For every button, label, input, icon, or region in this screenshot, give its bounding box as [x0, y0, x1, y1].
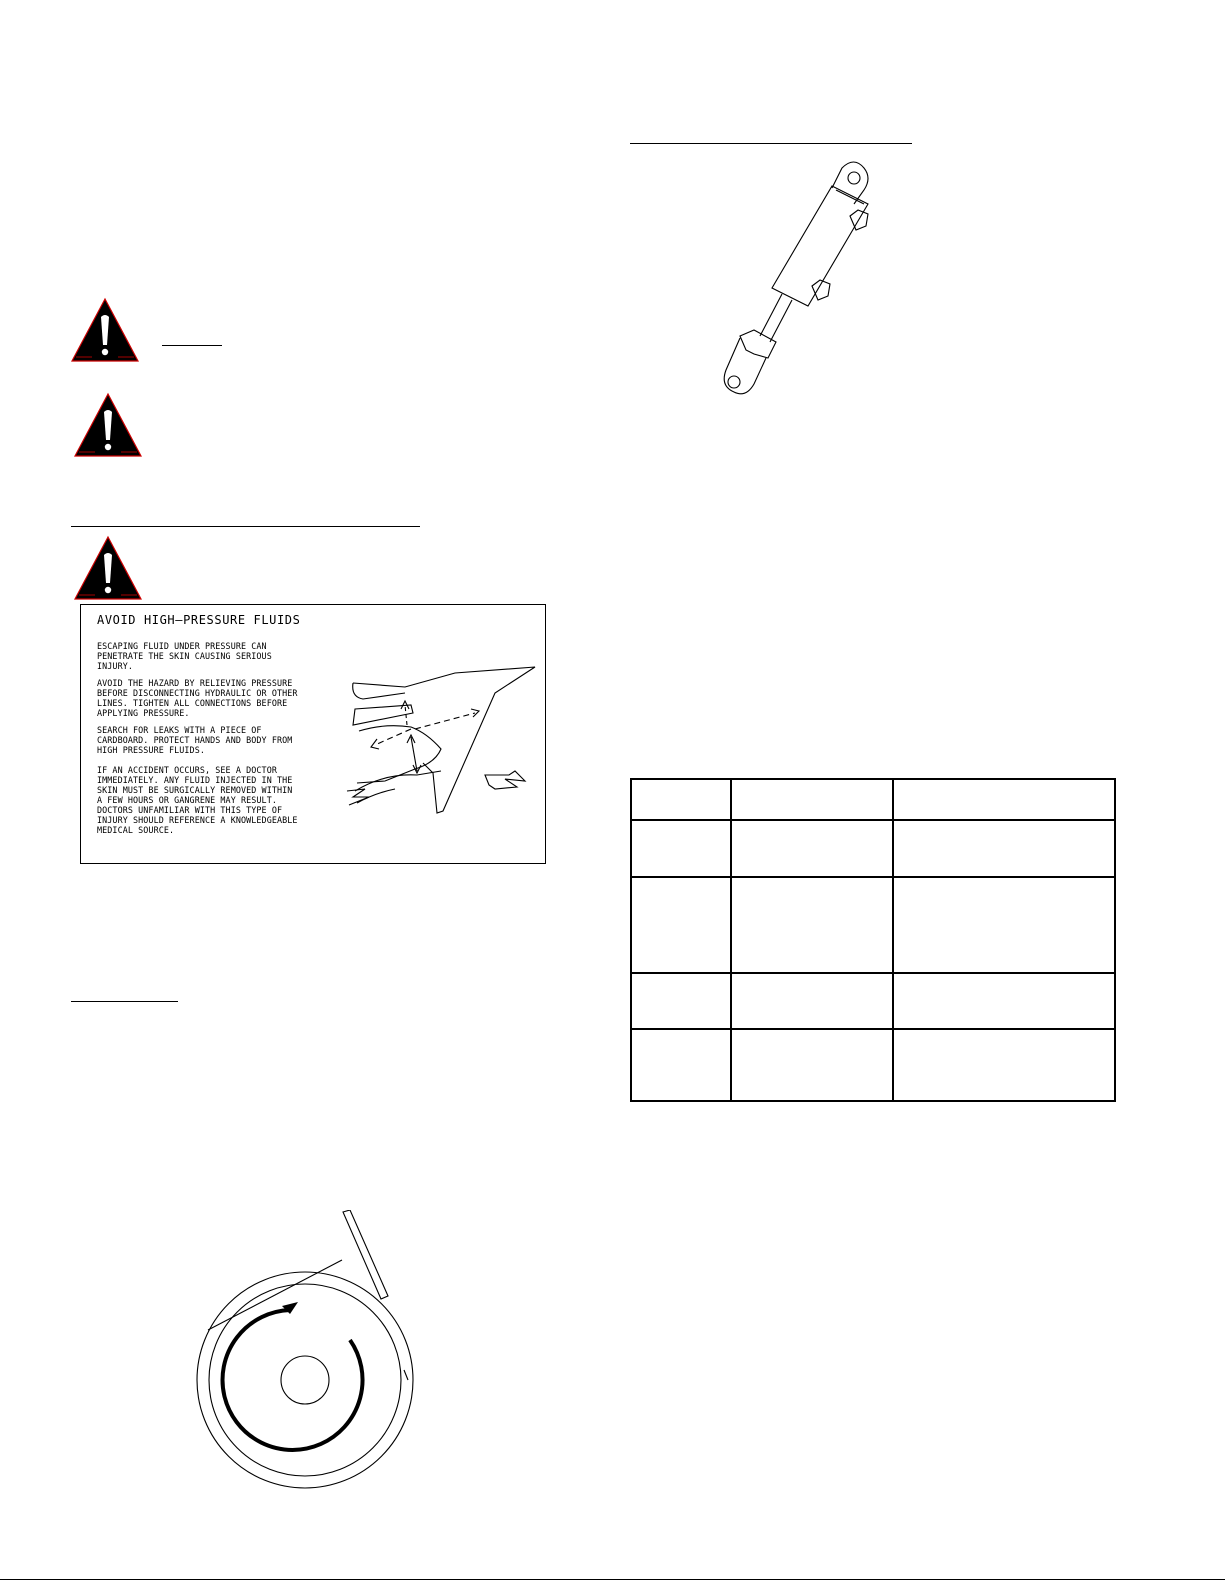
decal-paragraph: SEARCH FOR LEAKS WITH A PIECE OF CARDBOARD. PROTECT HANDS AND BODY FROM HIGH PRESSURE FLUIDS.	[97, 725, 293, 755]
pump-rotation-drawing	[190, 1210, 420, 1490]
specification-table	[630, 778, 1116, 1102]
table-row-divider	[632, 819, 1114, 821]
high-pressure-fluid-decal	[80, 604, 546, 864]
table-column-divider	[892, 780, 894, 1100]
warning-triangle-icon	[73, 392, 143, 458]
page-footer-rule	[0, 1579, 1225, 1580]
table-row-divider	[632, 1028, 1114, 1030]
decal-paragraph: AVOID THE HAZARD BY RELIEVING PRESSURE BEFORE DISCONNECTING HYDRAULIC OR OTHER LINES. TIGHTEN ALL CONNECTIONS BEFORE APPLYING PRESSURE.	[97, 678, 298, 718]
decal-paragraph: ESCAPING FLUID UNDER PRESSURE CAN PENETRATE THE SKIN CAUSING SERIOUS INJURY.	[97, 641, 272, 671]
section-underline	[71, 526, 420, 527]
warning-triangle-icon	[73, 535, 143, 601]
heading-underline	[162, 345, 222, 346]
hydraulic-cylinder-drawing	[720, 160, 890, 405]
warning-triangle-icon	[70, 297, 140, 363]
section-underline	[630, 143, 912, 144]
table-row-divider	[632, 876, 1114, 878]
decal-title: AVOID HIGH–PRESSURE FLUIDS	[97, 613, 301, 627]
decal-paragraph: IF AN ACCIDENT OCCURS, SEE A DOCTOR IMMEDIATELY. ANY FLUID INJECTED IN THE SKIN MUST BE SURGICALLY REMOVED WITHIN A FEW HOURS OR GANGRENE MAY RESULT. DOCTORS UNFAMILIAR WITH THIS TYPE OF INJURY SHOULD REFERENCE A KNOWLEDGEABLE MEDICAL SOURCE.	[97, 765, 298, 835]
section-underline	[71, 1001, 178, 1002]
table-column-divider	[730, 780, 732, 1100]
fluid-injection-illustration	[345, 663, 541, 833]
table-row-divider	[632, 972, 1114, 974]
